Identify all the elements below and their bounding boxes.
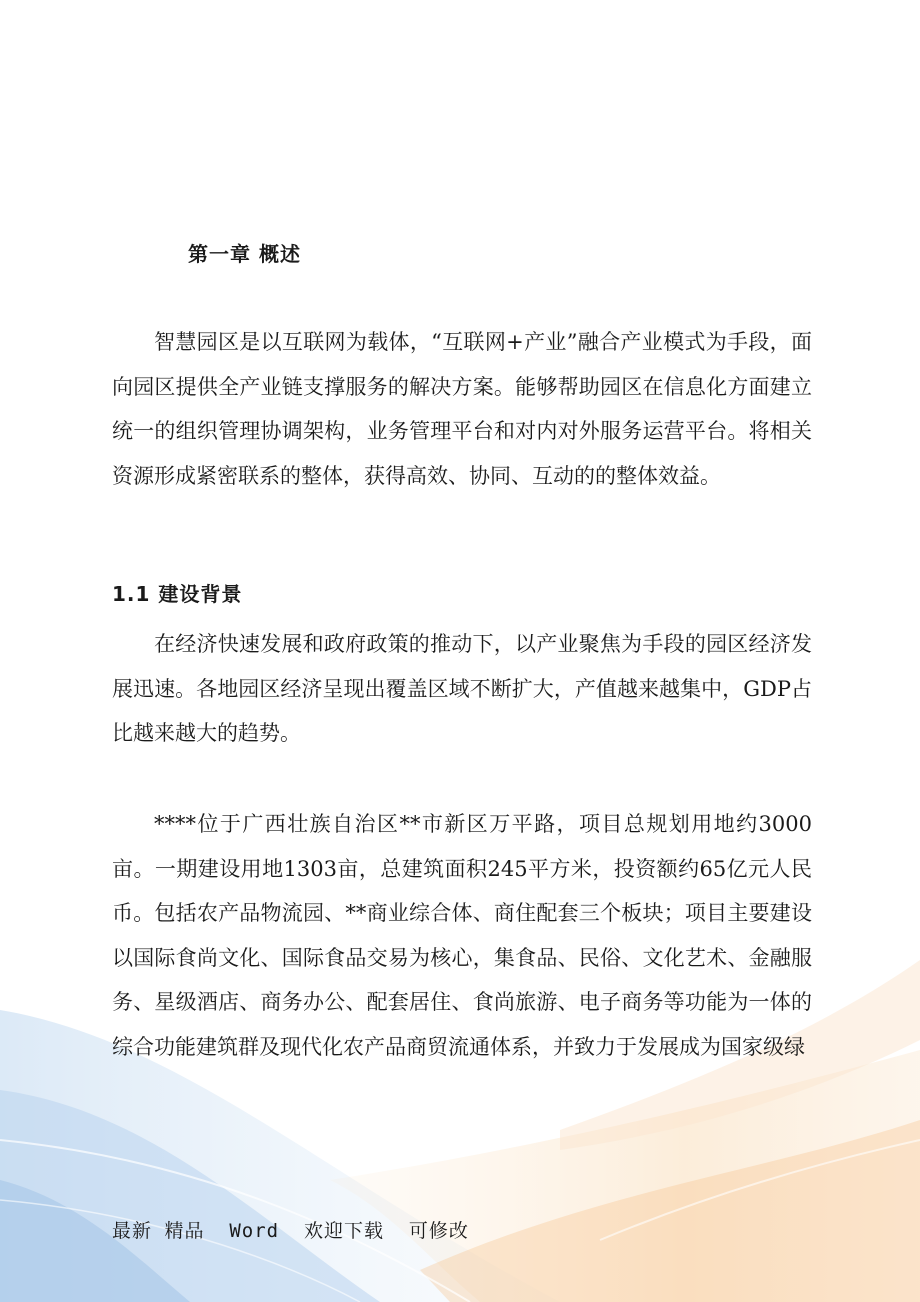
background-paragraph: 在经济快速发展和政府政策的推动下，以产业聚焦为手段的园区经济发展迅速。各地园区经济呈现出覆盖区域不断扩大，产值越来越集中，GDP占比越来越大的趋势。 bbox=[112, 632, 812, 745]
intro-paragraph: 智慧园区是以互联网为载体，“互联网+产业”融合产业模式为手段，面向园区提供全产业链支撑服务的解决方案。能够帮助园区在信息化方面建立统一的组织管理协调架构，业务管理平台和对内对外服务运营平台。将相关资源形成紧密联系的整体，获得高效、协同、互动的的整体效益。 bbox=[112, 330, 812, 488]
section-title: 1.1 建设背景 bbox=[112, 582, 243, 606]
chapter-title: 第一章 概述 bbox=[188, 242, 301, 266]
project-paragraph: ****位于广西壮族自治区**市新区万平路，项目总规划用地约3000亩。一期建设用地1303亩，总建筑面积245平方米，投资额约65亿元人民币。包括农产品物流园、**商业综合体、商住配套三个板块；项目主要建设以国际食尚文化、国际食品交易为核心，集食品、民俗、文化艺术、金融服务、星级酒店、商务办公、配套居住、食尚旅游、电子商务等功能为一体的综合功能建筑群及现代化农产品商贸流通体系，并致力于发展成为国家级绿 bbox=[112, 812, 812, 1059]
footer-note: 最新 精品 Word 欢迎下载 可修改 bbox=[112, 1220, 469, 1242]
